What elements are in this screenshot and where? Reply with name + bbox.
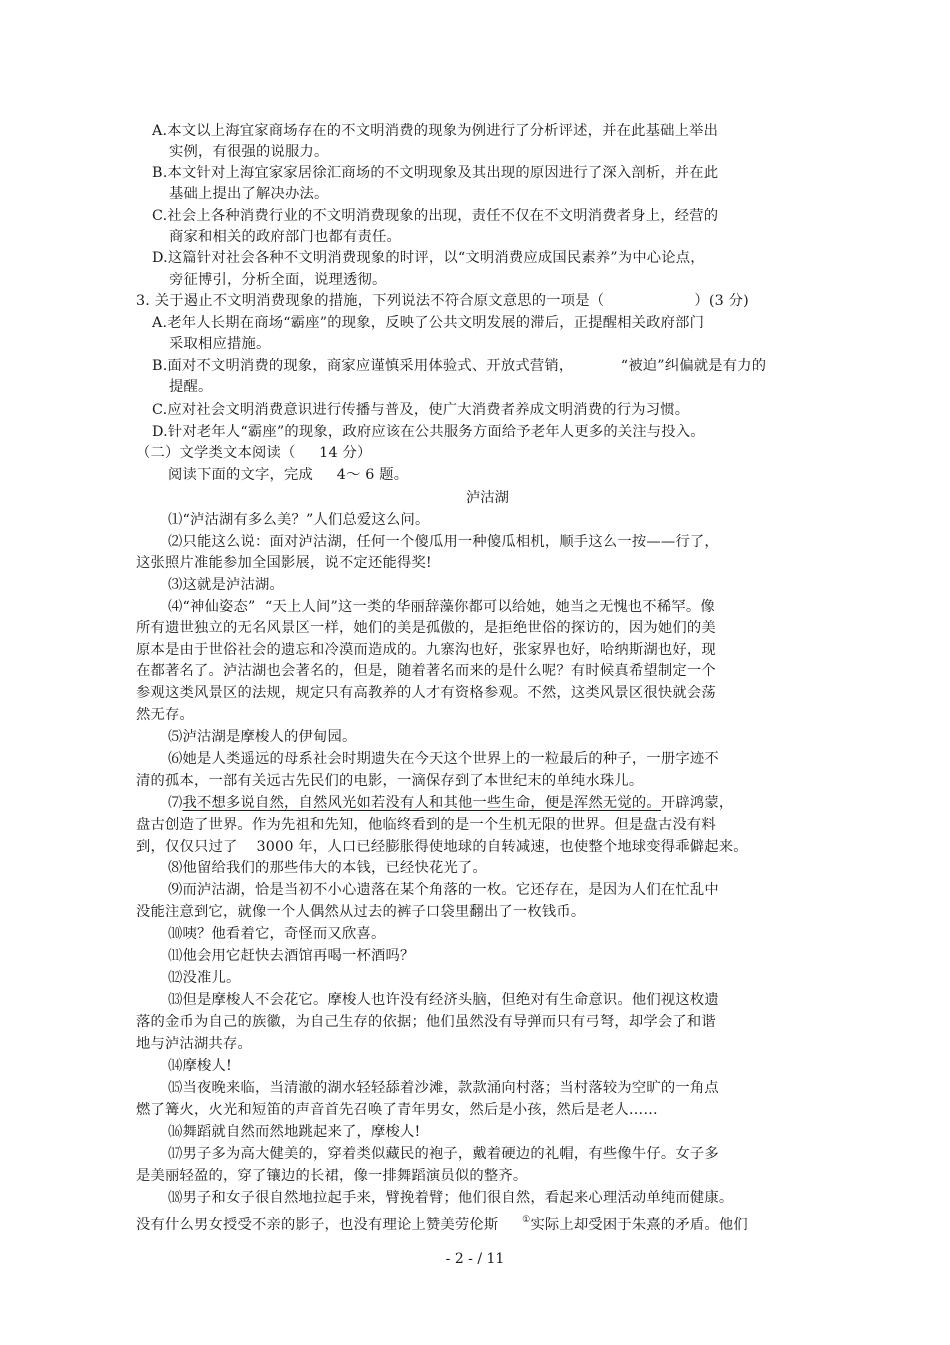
paragraph-10: ⑽咦？他看着它，奇怪而又欣喜。 <box>168 926 386 942</box>
q3-option-d: D.针对老年人“霸座”的现象，政府应该在公共服务方面给予老年人更多的关注与投入。 <box>152 424 705 440</box>
paragraph-6-cont: 清的孤本，一部有关远古先民们的电影，一滴保存到了本世纪末的单纯水珠儿。 <box>136 773 644 789</box>
paragraph-14: ⒁摩梭人! <box>168 1058 232 1074</box>
page-number: - 2 - / 11 <box>445 1251 505 1267</box>
q2-option-a-cont: 实例，有很强的说服力。 <box>169 144 329 160</box>
q2-option-a: A.本文以上海宜家商场存在的不文明消费的现象为例进行了分析评述，并在此基础上举出 <box>152 123 719 139</box>
paragraph-16: ⒃舞蹈就自然而然地跳起来了，摩梭人! <box>168 1124 421 1140</box>
paragraph-9-cont: 没能注意到它，就像一个人偶然从过去的裤子口袋里翻出了一枚钱币。 <box>136 904 586 920</box>
q2-option-c: C.社会上各种消费行业的不文明消费现象的出现，责任不仅在不文明消费者身上，经营的 <box>152 208 719 224</box>
q3-stem: 3. 关于遏止不文明消费现象的措施，下列说法不符合原文意思的一项是（ ）(3 分) <box>136 293 749 309</box>
paragraph-4-line: 原本是由于世俗社会的遗忘和冷漠而造成的。九寨沟也好，张家界也好，哈纳斯湖也好，现 <box>136 642 716 658</box>
paragraph-18: ⒅男子和女子很自然地拉起手来，臂挽着臂；他们很自然，看起来心理活动单纯而健康。 <box>168 1190 734 1206</box>
paragraph-15-cont: 燃了篝火，火光和短笛的声音首先召唤了青年男女，然后是小孩，然后是老人…… <box>136 1102 658 1118</box>
paragraph-1: ⑴“泸沽湖有多么美？”人们总爱这么问。 <box>168 512 430 528</box>
q2-option-d-cont: 旁征博引，分析全面，说理透彻。 <box>169 272 387 288</box>
paragraph-3: ⑶这就是泸沽湖。 <box>168 577 284 593</box>
paragraph-9: ⑼而泸沽湖，恰是当初不小心遗落在某个角落的一枚。它还存在，是因为人们在忙乱中 <box>168 882 719 898</box>
paragraph-8: ⑻他留给我们的那些伟大的本钱，已经快花光了。 <box>168 860 487 876</box>
paragraph-6: ⑹她是人类遥远的母系社会时期遗失在今天这个世界上的一粒最后的种子，一册字迹不 <box>168 751 719 767</box>
paragraph-12: ⑿没准儿。 <box>168 970 241 986</box>
paragraph-15: ⒂当夜晚来临，当清澈的湖水轻轻舔着沙滩，款款涌向村落；当村落较为空旷的一角点 <box>168 1080 719 1096</box>
paragraph-2-cont: 这张照片准能参加全国影展，说不定还能得奖! <box>136 555 432 571</box>
paragraph-13-line: 地与泸沽湖共存。 <box>136 1036 252 1052</box>
footnote-marker: ① <box>522 1215 531 1225</box>
section-heading: （二）文学类文本阅读（ 14 分） <box>136 445 372 461</box>
q2-option-c-cont: 商家和相关的政府部门也都有责任。 <box>169 229 401 245</box>
paragraph-7-line: 到，仅仅只过了 3000 年，人口已经膨胀得使地球的自转减速，也使整个地球变得乖僻起来。 <box>136 839 748 855</box>
paragraph-5: ⑸泸沽湖是摩梭人的伊甸园。 <box>168 729 357 745</box>
q3-option-a: A.老年人长期在商场“霸座”的现象，反映了公共文明发展的滞后，正提醒相关政府部门 <box>152 315 705 331</box>
paragraph-13: ⒀但是摩梭人不会花它。摩梭人也许没有经济头脑，但绝对有生命意识。他们视这枚遗 <box>168 992 719 1008</box>
paragraph-4: ⑷“神仙姿态” “天上人间”这一类的华丽辞藻你都可以给她，她当之无愧也不稀罕。像 <box>168 599 715 615</box>
paragraph-17-cont: 是美丽轻盈的，穿了镶边的长裙，像一排舞蹈演员似的整齐。 <box>136 1168 528 1184</box>
paragraph-4-line: 然无存。 <box>136 707 194 723</box>
q2-option-d: D.这篇针对社会各种不文明消费现象的时评，以“文明消费应成国民素养”为中心论点， <box>152 250 705 266</box>
paragraph-11: ⑾他会用它赶快去酒馆再喝一杯酒吗？ <box>168 948 415 964</box>
paragraph-7-rest: 开辟鸿蒙， <box>660 795 734 811</box>
paragraph-4-line: 在都著名了。泸沽湖也会著名的，但是，随着著名而来的是什么呢？有时候真希望制定一个 <box>136 663 716 679</box>
paragraph-7 <box>168 793 733 813</box>
q3-option-a-cont: 采取相应措施。 <box>169 336 271 352</box>
q3-option-b: B.面对不文明消费的现象，商家应谨慎采用体验式、开放式营销， “被迫”纠偏就是有力的 <box>152 358 767 374</box>
paragraph-2: ⑵只能这么说：面对泸沽湖，任何一个傻瓜用一种傻瓜相机，顺手这么一按——行了， <box>168 534 719 550</box>
passage-title: 泸沽湖 <box>466 490 509 506</box>
q2-option-b-cont: 基础上提出了解决办法。 <box>169 186 329 202</box>
q2-option-b: B.本文针对上海宜家家居徐汇商场的不文明现象及其出现的原因进行了深入剖析，并在此 <box>152 165 719 181</box>
reading-instruction: 阅读下面的文字，完成 4～ 6 题。 <box>168 467 409 483</box>
paragraph-4-line: 所有遗世独立的无名风景区一样，她们的美是孤傲的，是拒绝世俗的探访的，因为她们的美 <box>136 620 716 636</box>
paragraph-17: ⒄男子多为高大健美的，穿着类似藏民的袍子，戴着硬边的礼帽，有些像牛仔。女子多 <box>168 1146 719 1162</box>
paragraph-18-text-rest: 实际上却受困于朱熹的矛盾。他们 <box>530 1217 748 1233</box>
paragraph-7-line: 盘古创造了世界。作为先祖和先知，他临终看到的是一个生机无限的世界。但是盘古没有料 <box>136 817 716 833</box>
paragraph-18-text: 没有什么男女授受不亲的影子，也没有理论上赞美劳伦斯 <box>136 1217 523 1233</box>
q3-option-c: C.应对社会文明消费意识进行传播与普及，使广大消费者养成文明消费的行为习惯。 <box>152 402 690 418</box>
paragraph-7-number: ⑺ <box>168 795 183 811</box>
paragraph-18-cont <box>136 1210 748 1235</box>
paragraph-4-line: 参观这类风景区的法规，规定只有高教养的人才有资格参观。不然，这类风景区很快就会荡 <box>136 685 716 701</box>
q3-option-b-cont: 提醒。 <box>169 379 213 395</box>
paragraph-13-line: 落的金币为自己的族徽，为自己生存的依据；他们虽然没有导弹而只有弓弩，却学会了和谐 <box>136 1014 716 1030</box>
underlined-sentence: 我不想多说自然，自然风光如若没有人和其他一些生命，便是浑然无觉的。 <box>182 795 661 811</box>
